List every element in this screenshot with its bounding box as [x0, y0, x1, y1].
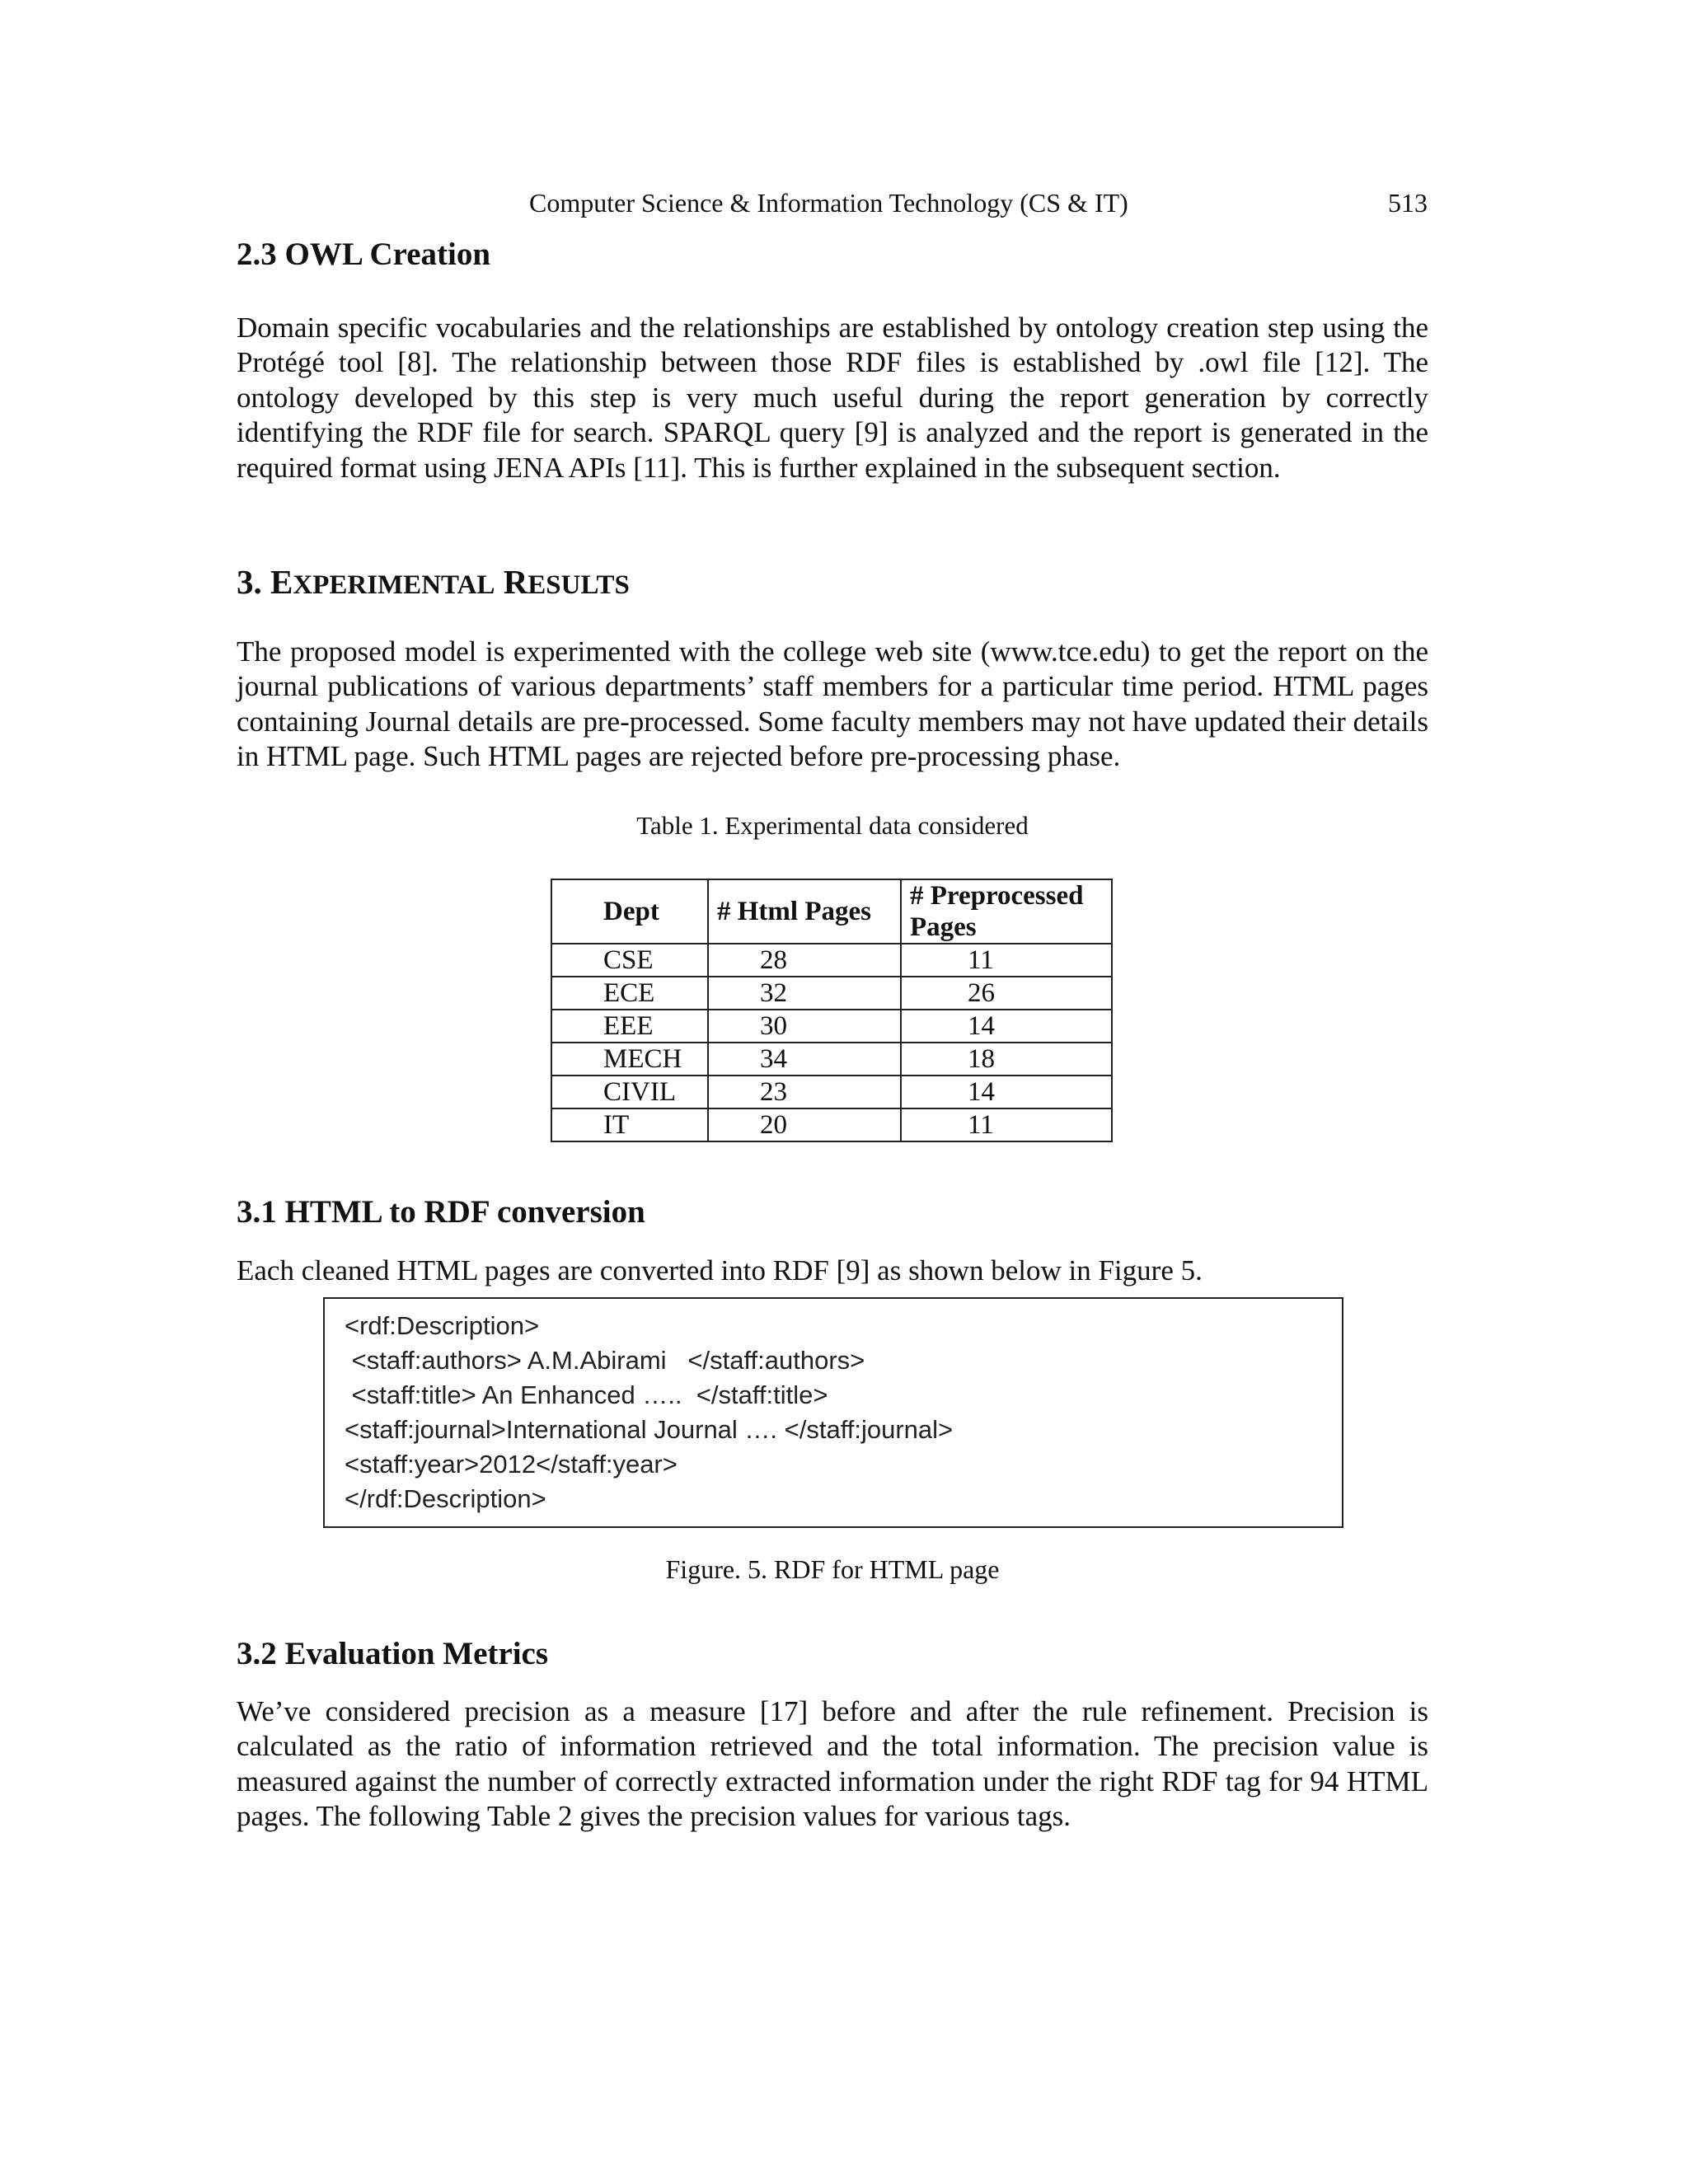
section-3-heading	[237, 560, 630, 607]
section-3-1-paragraph	[237, 1254, 1428, 1288]
heading-rest-1: XPERIMENTAL	[293, 570, 495, 600]
cell-dept: CSE	[551, 944, 708, 977]
paragraph-text: The proposed model is experimented with the college web site (www.tce.edu) to get the report on the journal publications of various departments’ staff members for a particular time period. HTML pages containing Journal details are pre-processed. Some faculty members may not have updated their details in HTML page. Such HTML pages are rejected before pre-processing phase.	[237, 635, 1428, 773]
paragraph-text: We’ve considered precision as a measure [17] before and after the rule refinement. Precision is calculated as the ratio of information retrieved and the total information. The precision value is measured against the number of correctly extracted information under the right RDF tag for 94 HTML pages. The following Table 2 gives the precision values for various tags.	[237, 1695, 1428, 1833]
figure-5-rdf-listing	[323, 1297, 1343, 1528]
section-2-3-paragraph	[237, 311, 1428, 485]
table-row	[551, 1043, 1112, 1076]
cell-dept: IT	[551, 1108, 708, 1141]
table-row	[551, 977, 1112, 1010]
page-number: 513	[1388, 188, 1428, 218]
table-1-caption: Table 1. Experimental data considered	[636, 811, 1029, 840]
header-preprocessed-pages: # Preprocessed Pages	[901, 879, 1112, 944]
cell-html: 23	[708, 1076, 901, 1108]
cell-preprocessed: 14	[901, 1010, 1112, 1043]
table-header-row	[551, 879, 1112, 944]
code-line: <staff:authors> A.M.Abirami </staff:authors>	[345, 1346, 865, 1375]
cell-preprocessed: 11	[901, 1108, 1112, 1141]
section-2-3-heading: 2.3 OWL Creation	[237, 237, 491, 272]
cell-dept: ECE	[551, 977, 708, 1010]
heading-cap-1: E	[270, 563, 293, 601]
cell-html: 34	[708, 1043, 901, 1076]
header-html-pages: # Html Pages	[708, 879, 901, 944]
cell-preprocessed: 18	[901, 1043, 1112, 1076]
table-1	[551, 879, 1113, 1142]
code-line: <rdf:Description>	[345, 1311, 540, 1340]
paragraph-text: Each cleaned HTML pages are converted into RDF [9] as shown below in Figure 5.	[237, 1254, 1203, 1286]
figure-5-caption: Figure. 5. RDF for HTML page	[665, 1554, 1000, 1584]
cell-preprocessed: 11	[901, 944, 1112, 977]
cell-dept: MECH	[551, 1043, 708, 1076]
table-row	[551, 1108, 1112, 1141]
section-3-2-heading: 3.2 Evaluation Metrics	[237, 1636, 549, 1671]
paragraph-text: Domain specific vocabularies and the relationships are established by ontology creation step using the Protégé tool [8]. The relationship between those RDF files is established by .owl file [12]. The ontology developed by this step is very much useful during the report generation by correctly identifying the RDF file for search. SPARQL query [9] is analyzed and the report is generated in the required format using JENA APIs [11]. This is further explained in the subsequent section.	[237, 312, 1428, 484]
code-line: <staff:year>2012</staff:year>	[345, 1450, 678, 1479]
cell-dept: EEE	[551, 1010, 708, 1043]
journal-title: Computer Science & Information Technology (CS & IT)	[529, 188, 1128, 218]
table-row	[551, 1010, 1112, 1043]
cell-html: 28	[708, 944, 901, 977]
table-row	[551, 944, 1112, 977]
heading-number: 3.	[237, 563, 270, 601]
heading-rest-2: ESULTS	[528, 570, 630, 600]
heading-cap-2: R	[503, 563, 528, 601]
section-3-1-heading: 3.1 HTML to RDF conversion	[237, 1194, 645, 1230]
cell-html: 32	[708, 977, 901, 1010]
section-3-paragraph	[237, 635, 1428, 775]
code-line: <staff:journal>International Journal …. </staff:journal>	[345, 1415, 954, 1444]
header-dept: Dept	[551, 879, 708, 944]
cell-dept: CIVIL	[551, 1076, 708, 1108]
running-header	[529, 185, 1428, 221]
cell-preprocessed: 26	[901, 977, 1112, 1010]
table-row	[551, 1076, 1112, 1108]
code-line: </rdf:Description>	[345, 1484, 546, 1513]
section-3-2-paragraph	[237, 1694, 1428, 1835]
cell-preprocessed: 14	[901, 1076, 1112, 1108]
cell-html: 30	[708, 1010, 901, 1043]
code-line: <staff:title> An Enhanced ….. </staff:title>	[345, 1380, 828, 1409]
cell-html: 20	[708, 1108, 901, 1141]
